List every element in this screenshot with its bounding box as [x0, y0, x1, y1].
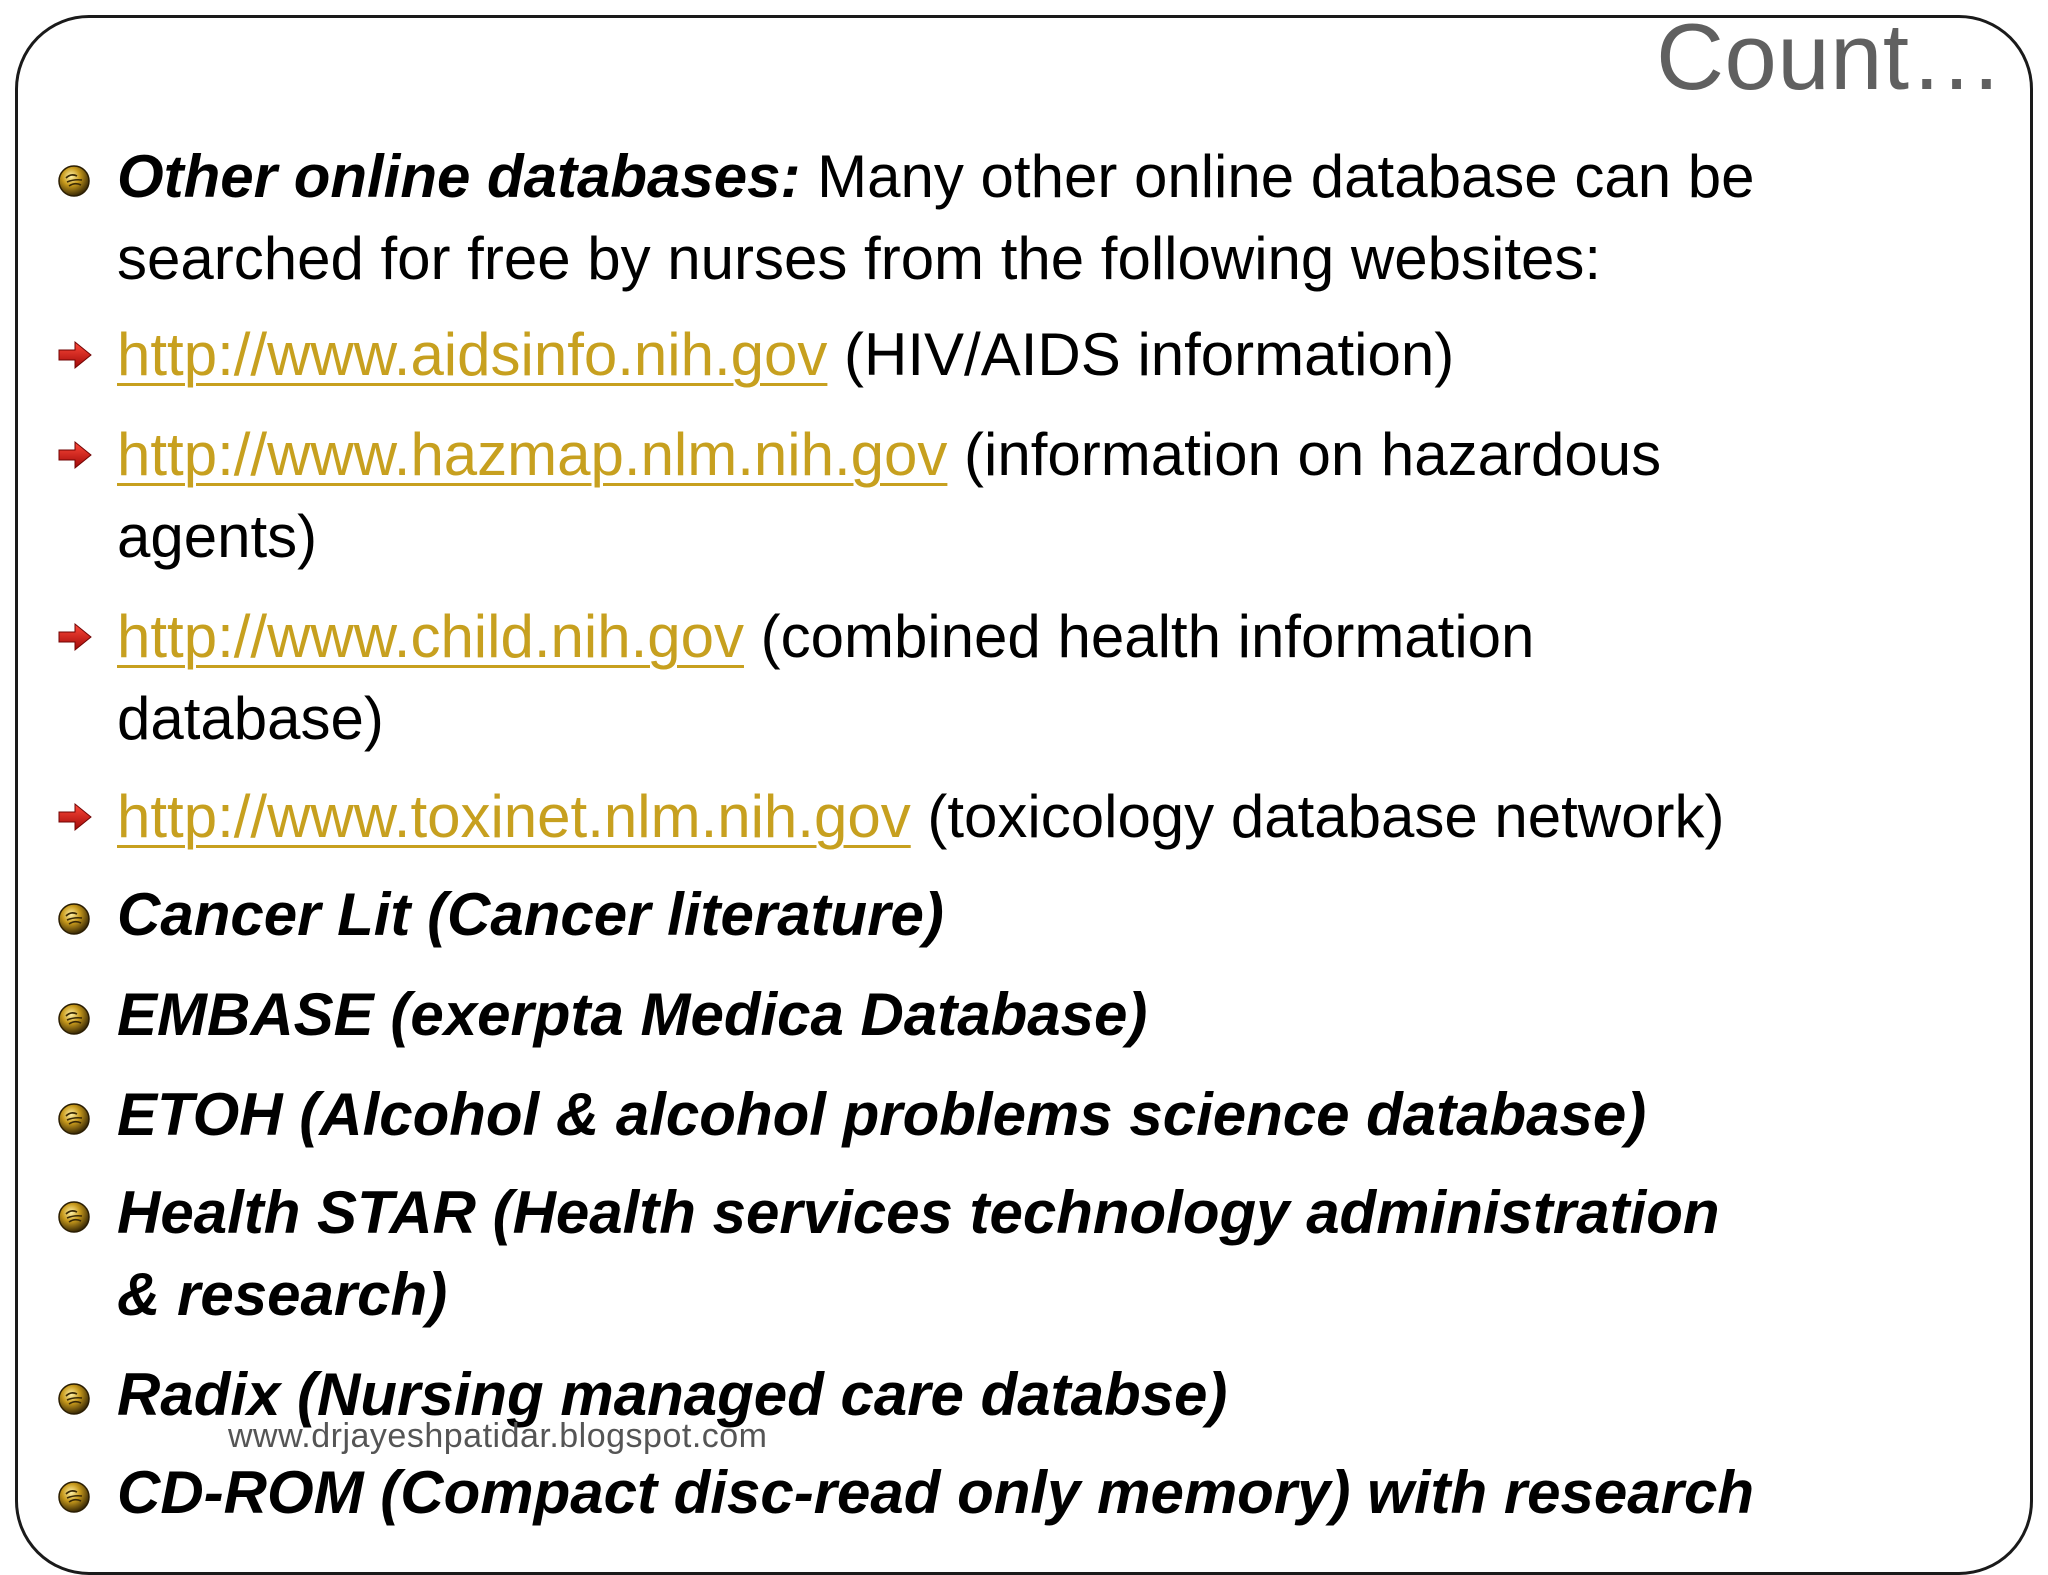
list-item	[117, 974, 1997, 1056]
item-text: CD-ROM (Compact disc-read only memory) with research	[117, 1459, 1755, 1526]
item-text: Health STAR (Health services technology administration	[117, 1179, 1720, 1246]
red-arrow-icon	[57, 802, 93, 832]
list-item	[117, 414, 1997, 496]
item-text: (toxicology database network)	[910, 783, 1725, 850]
golden-disc-icon	[57, 1480, 91, 1514]
toxinet-link[interactable]: http://www.toxinet.nlm.nih.gov	[117, 783, 911, 850]
aidsinfo-link[interactable]: http://www.aidsinfo.nih.gov	[117, 321, 828, 388]
red-arrow-icon	[57, 622, 93, 652]
item-text: Many other online database can be	[800, 143, 1755, 210]
list-item-continuation	[117, 496, 1997, 578]
golden-disc-icon	[57, 1002, 91, 1036]
list-item	[117, 1172, 1997, 1254]
item-text: & research)	[117, 1261, 448, 1328]
item-text: database)	[117, 685, 384, 752]
watermark-url: www.drjayeshpatidar.blogspot.com	[228, 1417, 768, 1455]
item-text: ETOH (Alcohol & alcohol problems science database)	[117, 1081, 1647, 1148]
list-item	[117, 776, 1997, 858]
list-item	[117, 1074, 1997, 1156]
list-item	[117, 136, 1997, 218]
item-text: (combined health information	[743, 603, 1535, 670]
golden-disc-icon	[57, 1200, 91, 1234]
list-item-continuation	[117, 218, 1997, 300]
slide-title: Count…	[1656, 4, 2004, 109]
golden-disc-icon	[57, 902, 91, 936]
list-item	[117, 874, 1997, 956]
golden-disc-icon	[57, 1382, 91, 1416]
item-text: agents)	[117, 503, 318, 570]
hazmap-link[interactable]: http://www.hazmap.nlm.nih.gov	[117, 421, 948, 488]
list-item	[117, 1452, 1997, 1534]
list-item	[117, 596, 1997, 678]
golden-disc-icon	[57, 164, 91, 198]
item-text: Radix (Nursing managed care databse)	[117, 1361, 1228, 1428]
list-item-continuation	[117, 1254, 1997, 1336]
item-text: EMBASE (exerpta Medica Database)	[117, 981, 1148, 1048]
item-text: searched for free by nurses from the following websites:	[117, 225, 1602, 292]
item-text: (HIV/AIDS information)	[827, 321, 1455, 388]
item-text: (information on hazardous	[947, 421, 1662, 488]
golden-disc-icon	[57, 1102, 91, 1136]
list-item-continuation	[117, 678, 1997, 760]
item-lead-label: Other online databases:	[117, 143, 801, 210]
red-arrow-icon	[57, 340, 93, 370]
item-text: Cancer Lit (Cancer literature)	[117, 881, 944, 948]
list-item	[117, 314, 1997, 396]
red-arrow-icon	[57, 440, 93, 470]
child-link[interactable]: http://www.child.nih.gov	[117, 603, 744, 670]
